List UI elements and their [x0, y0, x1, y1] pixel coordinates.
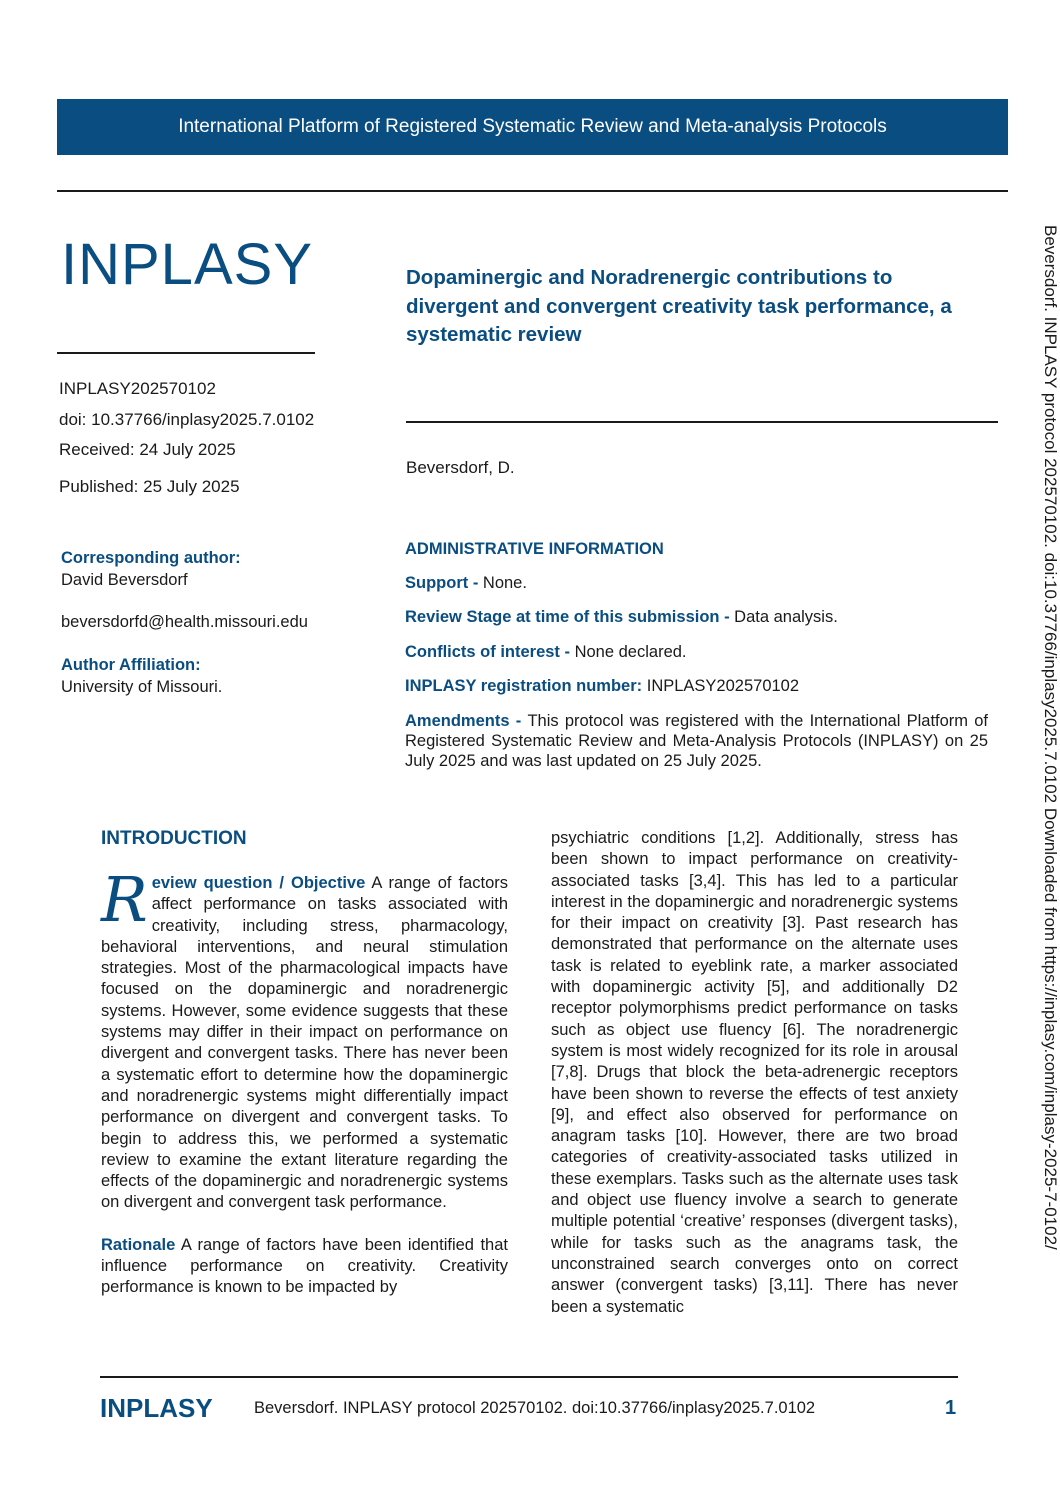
- side-citation: Beversdorf. INPLASY protocol 202570102. doi:10.37766/inplasy2025.7.0102 Downloaded from https://inplasy.com/inplasy-2025-7-0102/: [1041, 225, 1060, 1250]
- corresponding-author-label: [61, 548, 241, 569]
- admin-support: Support - None.: [405, 574, 527, 592]
- page-number: 1: [945, 1397, 957, 1419]
- footer-logo: INPLASY: [100, 1393, 213, 1423]
- rationale-continued: psychiatric conditions [1,2]. Additionally, stress has been shown to impact performance on creativity-associated tasks [3,4]. This has led to a particular interest in the dopaminergic and noradrenergic systems for their impact on creativity [3]. Past research has demonstrated that performance on the alternate uses task is related to eyeblink rate, a marker associated with dopaminergic activity [5], and additionally D2 receptor polymorphisms predict performance on tasks such as object use fluency [6]. The noradrenergic system is most widely recognized for its role in arousal [7,8]. Drugs that block the beta-adrenergic receptors have been shown to reverse the effects of test anxiety [9], and effect also observed for performance on anagram tasks [10]. However, there are two broad categories of creativity-associated tasks utilized in these exemplars. Tasks such as the alternate uses task and object use fluency involve a search to generate multiple potential ‘creative’ responses (divergent tasks), while for tasks such as the anagrams task, the unconstrained search converges onto on correct answer (convergent tasks) [3,11]. There has never been a systematic: [551, 829, 958, 1316]
- objective-label: eview question / Objective: [151, 874, 366, 892]
- logo-divider: [57, 352, 315, 354]
- title-divider: [406, 421, 998, 423]
- corresponding-author-heading: Corresponding author:: [61, 549, 241, 567]
- registration-id: INPLASY202570102: [59, 379, 216, 398]
- admin-heading: ADMINISTRATIVE INFORMATION: [405, 540, 664, 558]
- affiliation-heading: Author Affiliation:: [61, 656, 201, 674]
- admin-registration-number: INPLASY registration number: INPLASY202570102: [405, 677, 800, 695]
- document-title: Dopaminergic and Noradrenergic contributions to divergent and convergent creativity task performance, a systematic review: [406, 266, 952, 346]
- affiliation-value: University of Missouri.: [61, 678, 223, 696]
- objective-text: A range of factors affect performance on tasks associated with creativity, including stress, pharmacology, behavioral interventions, and neural stimulation strategies. Most of the pharmacological impacts have focused on the dopaminergic and noradrenergic systems. However, some evidence suggests that these systems may differ in their impact on performance on divergent and convergent tasks. There has never been a systematic effort to determine how the dopaminergic and noradrenergic systems might differentially impact performance on divergent and convergent tasks. To begin to address this, we performed a systematic review to examine the extant literature regarding the effects of the dopaminergic and noradrenergic systems on divergent and convergent task performance.: [101, 874, 508, 1212]
- admin-amendments: Amendments - This protocol was registered with the International Platform of Registered Systematic Review and Meta-Analysis Protocols (INPLASY) on 25 July 2025 and was last updated on 25 July 2025.: [405, 712, 988, 770]
- left-column: [101, 863, 508, 1299]
- rationale-label: Rationale: [101, 1235, 176, 1254]
- top-divider: [57, 190, 1008, 192]
- received-date: Received: 24 July 2025: [59, 440, 236, 459]
- platform-banner: International Platform of Registered Systematic Review and Meta-analysis Protocols: [57, 99, 1008, 155]
- rationale-text: A range of factors have been identified that influence performance on creativity. Creativity performance is known to be impacted by: [101, 1235, 508, 1297]
- doi[interactable]: doi: 10.37766/inplasy2025.7.0102: [59, 410, 315, 429]
- footer-citation: Beversdorf. INPLASY protocol 202570102. doi:10.37766/inplasy2025.7.0102: [254, 1399, 816, 1417]
- admin-review-stage: Review Stage at time of this submission - Data analysis.: [405, 608, 838, 626]
- footer-divider: [100, 1376, 958, 1378]
- objective-paragraph: [101, 863, 508, 1214]
- admin-conflicts: Conflicts of interest - None declared.: [405, 643, 687, 661]
- authors: Beversdorf, D.: [406, 458, 515, 477]
- right-column: [551, 828, 958, 1318]
- published-date: Published: 25 July 2025: [59, 477, 240, 496]
- corresponding-author-name: David Beversdorf: [61, 571, 188, 589]
- introduction-heading: INTRODUCTION: [101, 828, 247, 849]
- dropcap: R: [101, 863, 148, 936]
- rationale-paragraph: [101, 1235, 508, 1299]
- corresponding-author-email[interactable]: beversdorfd@health.missouri.edu: [61, 613, 308, 631]
- inplasy-logo: INPLASY: [61, 232, 313, 297]
